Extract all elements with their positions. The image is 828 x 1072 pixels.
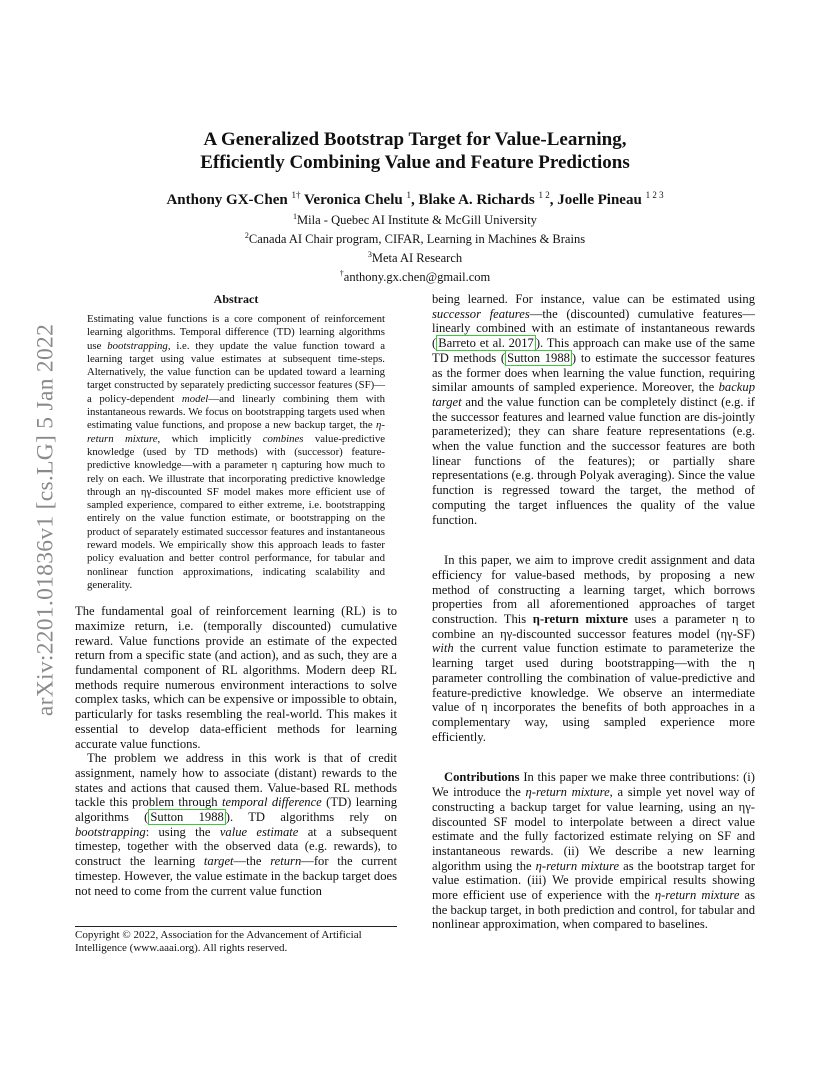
affiliation-line: $^2$Canada AI Chair program, CIFAR, Learning in Machines & Brains xyxy=(244,231,586,247)
arxiv-side-stamp xyxy=(26,300,66,740)
abstract-text: Estimating value functions is a core component of reinforcement learning algorithms. Temporal difference (TD) learning algorithms use bootstrapping, i.e. they update the value function toward a learning target using value estimates at subsequent time-steps. Alternatively, the value function can be updated toward a learning target constructed by separately predicting successor features (SF)—a policy-dependent model—and linearly combining them with instantaneous rewards. We focus on bootstrapping targets used when estimating value functions, and propose a new backup target, the η-return mixture, which implicitly combines value-predictive knowledge (used by TD methods) with (successor) feature-predictive knowledge—with a parameter η capturing how much to rely on each. We illustrate that incorporating predictive knowledge through an ηγ-discounted SF model makes more efficient use of sampled experience, compared to either extreme, i.e. bootstrapping entirely on the value function estimate, or bootstrapping on the product of separately estimated successor features and instantaneous reward models. We empirically show this approach leads to faster policy evaluation and better control performance, for tabular and nonlinear function approximations, indicating scalability and generality. xyxy=(87,313,386,591)
paper-title xyxy=(90,128,740,174)
title-line-2: Efficiently Combining Value and Feature Predictions xyxy=(200,152,630,173)
affiliation-line: $^1$Mila - Quebec AI Institute & McGill University xyxy=(293,212,537,228)
author-name: Joelle Pineau xyxy=(557,192,642,208)
author-list: Anthony GX-Chen $^{1\dagger}$ Veronica Chelu $^1$, Blake A. Richards $^{1 2}$, Joelle Pineau $^{1 2 3}$ xyxy=(166,190,664,208)
intro-paragraph-4: In this paper, we aim to improve credit assignment and data efficiency for value-based methods, by proposing a new method of constructing a learning target, which borrows properties from all aforementioned approaches of target construction. This η-return mixture uses a parameter η to combine an ηγ-discounted successor features model (ηγ-SF) with the current value function estimate to parameterize the learning target used during bootstrapping—with the η parameter controlling the combination of value-predictive and feature-predictive knowledge. We observe an intermediate value of η incorporates the benefits of both approaches in a complementary way, using sampled experience more efficiently. xyxy=(432,553,755,744)
intro-paragraph-2: The problem we address in this work is that of credit assignment, namely how to associate (distant) rewards to the states and actions that caused them. Value-based RL methods tackle this problem through temporal difference (TD) learning algorithms ( Sutton 1988 ). TD algorithms rely on bootstrapping: using the value estimate at a subsequent timestep, together with the observed data (e.g. rewards), to construct the learning target—the return—for the current timestep. However, the value estimate in the backup target does not need to come from the current value function xyxy=(75,751,398,898)
intro-paragraph-3: being learned. For instance, value can be estimated using successor features—the (discounted) cumulative features—linearly combined with an estimate of instantaneous rewards ( Barreto et al. 2017 ). This approach can make use of the same TD methods ( Sutton 1988 ) to estimate the successor features as the former does when learning the value function, requiring similar amounts of sampled experience. Moreover, the backup target and the value function can be completely distinct (e.g. if the successor features and learned value function are dis-jointly parameterized); they can share feature representations (e.g. when the value function and the successor features are both linear functions of the features); or partially share representations (e.g. through Polyak averaging). Since the value function is regressed toward the target, the method of computing the target influences the quality of the value function. xyxy=(432,292,755,527)
author-affil-mark: 1 xyxy=(406,190,411,200)
copyright-footnote: Copyright © 2022, Association for the Advancement of Artificial Intelligence (www.aaai.org). All rights reserved. xyxy=(75,926,397,955)
contributions-paragraph: Contributions In this paper we make three contributions: (i) We introduce the η-return mixture, a simple yet novel way of constructing a backup target for value learning, using an ηγ-discounted SF model to interpolate between a direct value estimate and the fully factorized estimate relying on SF and instantaneous rewards. (ii) We describe a new learning algorithm using the η-return mixture as the bootstrap target for value estimation. (iii) We provide empirical results showing more efficient use of experience with the η-return mixture as the backup target, in both prediction and control, for tabular and nonlinear approximation, when compared to baselines. xyxy=(432,770,756,932)
title-line-1: A Generalized Bootstrap Target for Value-Learning, xyxy=(203,129,627,150)
author-name: Anthony GX-Chen xyxy=(166,192,288,208)
intro-paragraph-1: The fundamental goal of reinforcement learning (RL) is to maximize return, i.e. (temporally discounted) cumulative reward. Value functions provide an estimate of the expected return from a specific state (and action), and as such, they are a fundamental component of RL algorithms. Modern deep RL methods require numerous environment interactions to solve complex tasks, which can be expensive or impossible to obtain, particularly for tasks resembling the real-world. This makes it essential to develop data-efficient methods for learning accurate value functions. xyxy=(75,604,397,751)
arxiv-identifier: arXiv:2201.01836v1 [cs.LG] 5 Jan 2022 xyxy=(32,323,59,717)
author-affil-mark: 1 2 xyxy=(538,190,550,200)
author-affil-mark: 1† xyxy=(291,190,301,200)
affiliations xyxy=(150,209,680,286)
author-affil-mark: 1 2 3 xyxy=(645,190,664,200)
author-name: Blake A. Richards xyxy=(418,192,535,208)
citation-link[interactable]: Sutton 1988 xyxy=(507,350,570,365)
citation-link[interactable]: Barreto et al. 2017 xyxy=(438,336,534,351)
affiliation-line: $^3$Meta AI Research xyxy=(367,250,463,266)
left-column xyxy=(75,292,397,898)
abstract-heading: Abstract xyxy=(213,292,259,306)
citation-link[interactable]: Sutton 1988 xyxy=(150,810,224,825)
author-name: Veronica Chelu xyxy=(303,192,403,208)
right-column xyxy=(432,292,755,932)
affiliation-email: †anthony.gx.chen@gmail.com xyxy=(339,269,491,285)
